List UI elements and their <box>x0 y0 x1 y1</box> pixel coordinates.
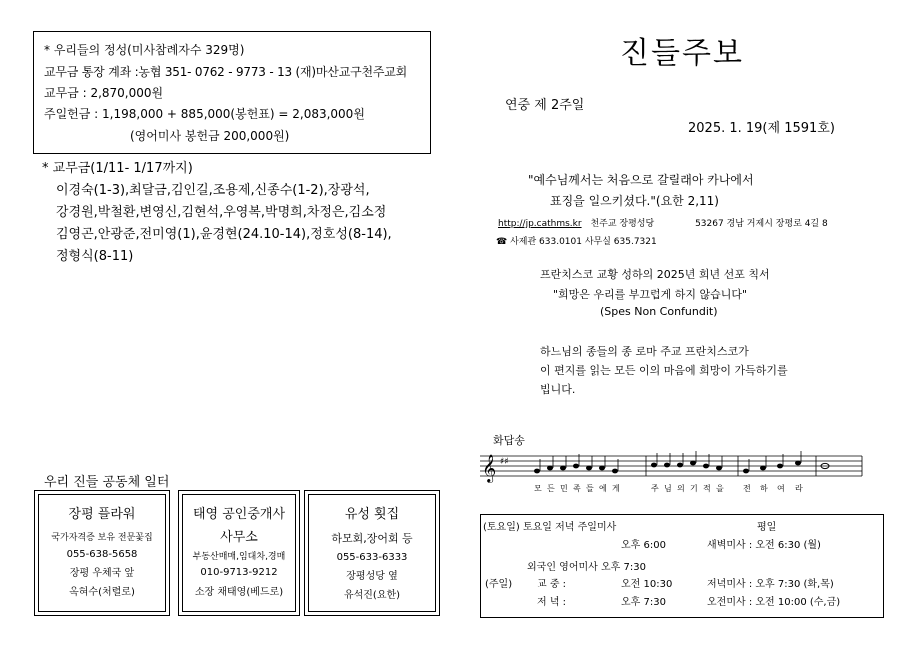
jubilee-line-3: (Spes Non Confundit) <box>600 305 718 318</box>
dues-total: 교무금 : 2,870,000원 <box>44 86 164 100</box>
psalm-lyric: 의 <box>677 484 685 493</box>
psalm-lyric: 을 <box>716 484 724 493</box>
svg-text:♯♯: ♯♯ <box>500 457 509 467</box>
dues-heading: * 교무금(1/11- 1/17까지) <box>42 161 193 176</box>
bulletin-title: 진들주보 <box>620 36 744 71</box>
parish-name: 천주교 장평성당 <box>590 219 655 229</box>
weekday-label: 평일 <box>757 522 777 533</box>
night-mass-name: 저 녁 : <box>537 597 567 608</box>
psalm-lyric: 게 <box>612 484 620 493</box>
psalm-note <box>534 469 540 474</box>
website-link[interactable]: http://jp.cathms.kr <box>498 219 582 229</box>
psalm-lyric: 하 <box>760 484 768 493</box>
psalm-lyric: 기 <box>690 484 698 493</box>
business-owner: 소장 채태영(베드로) <box>194 587 284 598</box>
psalm-note <box>664 463 670 468</box>
psalm-lyric: 님 <box>664 484 672 493</box>
attendance-text: * 우리들의 정성(미사참례자수 329명) <box>44 43 245 57</box>
psalm-note <box>743 469 749 474</box>
am-mass: 오전미사 : 오전 10:00 (수,금) <box>707 597 841 608</box>
phone-icon: ☎ <box>496 237 508 247</box>
psalm-label: 화답송 <box>493 434 525 447</box>
community-heading: 우리 진들 공동체 일터 <box>44 475 170 490</box>
parish-address: 53267 경남 거제시 장평로 4길 8 <box>695 219 828 229</box>
business-phone: 010-9713-9212 <box>200 567 278 578</box>
dawn-mass: 새벽미사 : 오전 6:30 (월) <box>707 540 821 551</box>
psalm-note <box>777 464 783 469</box>
psalm-lyric: 적 <box>703 484 711 493</box>
psalm-note <box>586 466 592 471</box>
prayer-line-2: 이 편지를 읽는 모든 이의 마음에 희망이 가득하기를 <box>540 364 788 377</box>
psalm-note <box>677 463 683 468</box>
business-owner: 옥혀수(처렬로) <box>69 587 135 598</box>
psalm-lyric: 족 <box>573 484 581 493</box>
business-sub: 부동산매매,임대차,경매 <box>192 552 286 562</box>
psalm-note <box>651 463 657 468</box>
business-phone: 055-638-5658 <box>66 549 138 560</box>
night-mass-time: 오후 7:30 <box>621 597 666 608</box>
saturday-mass-label: (토요일) 토요일 저녁 주일미사 <box>483 522 617 533</box>
dues-list <box>42 158 392 268</box>
business-card-sashimi <box>304 490 440 616</box>
psalm-note <box>760 466 766 471</box>
dues-line: 정형식(8-11) <box>56 249 134 264</box>
psalm-lyric: 든 <box>547 484 555 493</box>
psalm-lyric: 주 <box>651 484 659 493</box>
psalm-lyric: 라 <box>795 484 803 493</box>
business-card-flower <box>34 490 170 616</box>
jubilee-line-2: "희망은 우리를 부끄럽게 하지 않습니다" <box>553 288 748 301</box>
business-sub: 하모회,장어회 등 <box>331 532 413 545</box>
business-name-2: 사무소 <box>220 530 258 545</box>
psalm-note <box>612 469 618 474</box>
svg-text:𝄞: 𝄞 <box>482 454 497 482</box>
psalm-note <box>716 466 722 471</box>
business-name: 태영 공인중개사 <box>192 507 286 522</box>
business-location: 장평성당 옆 <box>346 571 398 582</box>
business-name: 장평 플라워 <box>68 507 136 522</box>
psalm-note <box>560 466 566 471</box>
contact-line <box>498 216 828 229</box>
dues-line: 김영곤,안광준,전미영(1),윤경현(24.10-14),정호성(8-14), <box>56 227 392 242</box>
business-name: 유성 횟집 <box>344 507 400 522</box>
psalm-lyric: 민 <box>560 484 568 493</box>
psalm-lyric: 에 <box>599 484 607 493</box>
verse-line-2: 표징을 일으키셨다."(요한 2,11) <box>550 194 719 208</box>
psalm-note <box>703 464 709 469</box>
psalm-note <box>795 461 801 466</box>
psalm-lyric: 들 <box>586 484 594 493</box>
account-text: 교무금 통장 계좌 :농협 351- 0762 - 9773 - 13 (재)마산교구천주교회 <box>44 65 408 79</box>
psalm-lyric: 여 <box>777 484 785 493</box>
english-mass-offering: (영어미사 봉헌금 200,000원) <box>130 129 290 143</box>
psalm-note <box>573 464 579 469</box>
issue-date: 2025. 1. 19(제 1591호) <box>688 121 835 136</box>
business-owner: 유석진(요한) <box>343 590 401 601</box>
verse-line-1: "예수님께서는 처음으로 갈릴래아 카나에서 <box>528 173 754 187</box>
psalm-music-staff <box>480 448 870 496</box>
dues-line: 강경원,박철환,변영신,김현석,우영복,박명희,차정은,김소정 <box>56 205 387 220</box>
psalm-note <box>599 466 605 471</box>
business-card-realty <box>178 490 300 616</box>
phone-line <box>496 234 657 247</box>
saturday-mass-time: 오후 6:00 <box>621 540 666 551</box>
psalm-note <box>547 466 553 471</box>
morning-mass-time: 오전 10:30 <box>621 579 673 590</box>
evening-mass: 저녁미사 : 오후 7:30 (화,목) <box>707 579 834 590</box>
business-phone: 055-633-6333 <box>336 552 408 563</box>
morning-mass-name: 교 중 : <box>537 579 567 590</box>
offering-box <box>33 31 431 154</box>
sunday-collection: 주일헌금 : 1,198,000 + 885,000(봉헌표) = 2,083,000원 <box>44 107 365 121</box>
sunday-label: (주일) <box>485 579 513 590</box>
mass-schedule <box>480 514 884 618</box>
dues-line: 이경숙(1-3),최달금,김인길,조용제,신종수(1-2),장광석, <box>56 183 370 198</box>
prayer-line-3: 빕니다. <box>540 383 576 396</box>
psalm-lyric: 모 <box>534 484 542 493</box>
psalm-lyric: 전 <box>743 484 751 493</box>
business-sub: 국가자격증 보유 전문꽃집 <box>51 533 153 543</box>
phone-numbers: 사제관 633.0101 사무실 635.7321 <box>510 237 657 247</box>
english-mass: 외국인 영어미사 오후 7:30 <box>527 562 646 573</box>
prayer-line-1: 하느님의 종들의 종 로마 주교 프란치스코가 <box>540 345 749 358</box>
liturgical-week: 연중 제 2주일 <box>505 98 585 113</box>
jubilee-line-1: 프란치스코 교황 성하의 2025년 희년 선포 칙서 <box>540 268 770 281</box>
psalm-note <box>690 461 696 466</box>
business-location: 장평 우체국 앞 <box>69 568 135 579</box>
